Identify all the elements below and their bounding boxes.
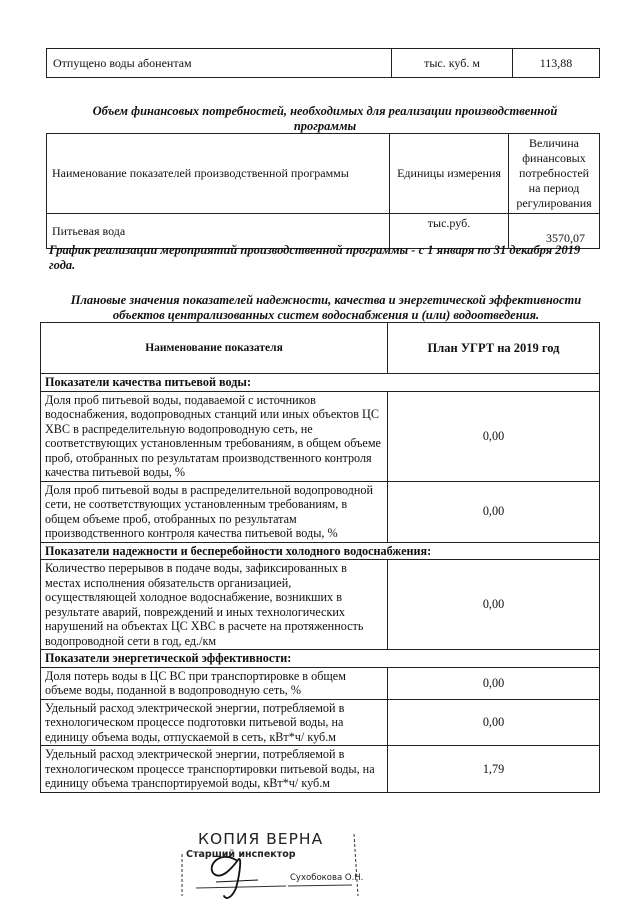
indicator-text: Доля проб питьевой воды, подаваемой с источников водоснабжения, водопроводных станций или иных объектов ЦС ХВС в распределительную водопроводную сеть, не соответствующих установленным требованиям, в общем объеме проб, отобранных по результатам производственного контроля качества питьевой воды, % <box>41 391 388 481</box>
row-unit: тыс.руб. <box>390 214 509 249</box>
indicator-value: 1,79 <box>388 746 600 793</box>
table-row <box>41 699 600 746</box>
section-energy: Показатели энергетической эффективности: <box>41 650 600 668</box>
financial-table <box>46 133 600 249</box>
indicator-value: 0,00 <box>388 391 600 481</box>
col-name-header: Наименование показателей производственной программы <box>47 134 390 214</box>
table-header-row <box>41 323 600 374</box>
financial-heading: Объем финансовых потребностей, необходимых для реализации производственной программы <box>92 104 558 133</box>
indicator-text: Доля потерь воды в ЦС ВС при транспортировке в общем объеме воды, поданной в водопроводную сеть, % <box>41 667 388 699</box>
table-row <box>41 391 600 481</box>
row-label: Отпущено воды абонентам <box>47 49 392 78</box>
indicators-table <box>40 322 600 793</box>
table-row <box>41 667 600 699</box>
table-row <box>41 560 600 650</box>
col-plan-header: План УГРТ на 2019 год <box>388 323 600 374</box>
section-row <box>41 542 600 560</box>
section-row <box>41 374 600 392</box>
section-quality: Показатели качества питьевой воды: <box>41 374 600 392</box>
col-unit-header: Единицы измерения <box>390 134 509 214</box>
indicator-text: Удельный расход электрической энергии, потребляемой в технологическом процессе транспортировки питьевой воды, на единицу объема транспортируемой воды, кВт*ч/ куб.м <box>41 746 388 793</box>
section-row <box>41 650 600 668</box>
stamp-name: Сухобокова О.Н. <box>290 873 364 883</box>
indicator-text: Количество перерывов в подаче воды, зафиксированных в местах исполнения обязательств организацией, осуществляющей холодное водоснабжение, возникших в результате аварий, повреждений и иных технологических нарушений на объектах ЦС ХВС в расчете на протяженность водопроводной сети в год, ед./км <box>41 560 388 650</box>
indicator-value: 0,00 <box>388 667 600 699</box>
indicator-value: 0,00 <box>388 481 600 542</box>
row-value: 3570,07 <box>509 214 600 249</box>
indicator-text: Доля проб питьевой воды в распределительной водопроводной сети, не соответствующих установленным требованиям, в общем объеме проб, отобранных по результатам производственного контроля качества питьевой воды, % <box>41 481 388 542</box>
row-value: 113,88 <box>513 49 600 78</box>
indicator-value: 0,00 <box>388 560 600 650</box>
indicator-value: 0,00 <box>388 699 600 746</box>
col-name-header: Наименование показателя <box>41 323 388 374</box>
indicator-text: Удельный расход электрической энергии, потребляемой в технологическом процессе подготовки питьевой воды, на единицу объема воды, отпускаемой в сеть, кВт*ч/ куб.м <box>41 699 388 746</box>
section-reliability: Показатели надежности и бесперебойности холодного водоснабжения: <box>41 542 600 560</box>
stamp-title: КОПИЯ ВЕРНА <box>198 830 324 848</box>
schedule-text: График реализации мероприятий производственной программы - с 1 января по 31 декабря 2019 года. <box>49 243 581 272</box>
col-value-header: Величина финансовых потребностей на период регулирования <box>509 134 600 214</box>
table-row <box>47 49 600 78</box>
table-header-row <box>47 134 600 214</box>
row-name: Питьевая вода <box>47 214 390 249</box>
water-supplied-table <box>46 48 600 78</box>
table-row <box>41 746 600 793</box>
stamp-position: Старший инспектор <box>186 849 296 860</box>
plan-heading: Плановые значения показателей надежности, качества и энергетической эффективности объектов централизованных систем водоснабжения и (или) водоотведения. <box>70 293 582 322</box>
row-unit: тыс. куб. м <box>392 49 513 78</box>
table-row <box>41 481 600 542</box>
certification-stamp <box>176 826 374 900</box>
